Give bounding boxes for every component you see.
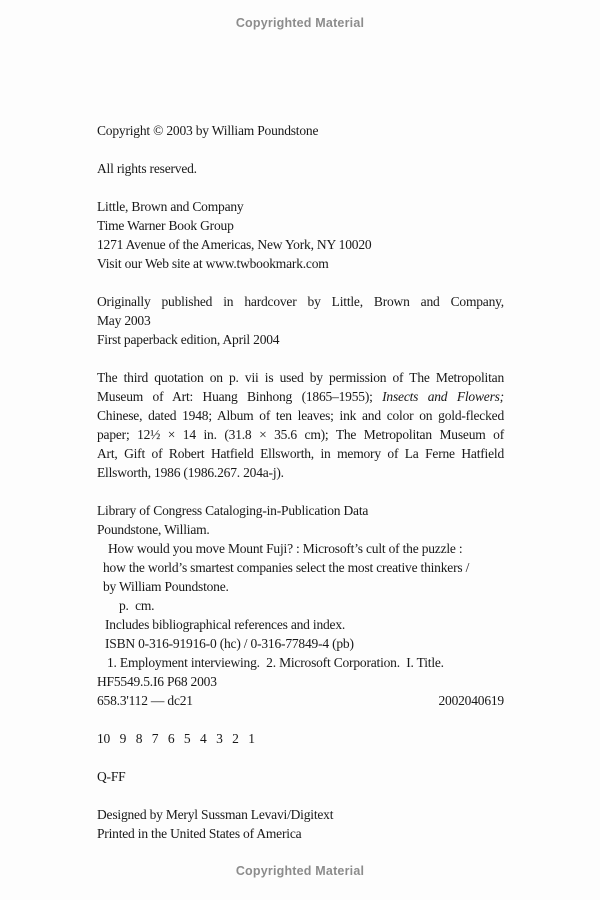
text-segment: by William Poundstone.: [103, 579, 229, 594]
permission-note: [97, 368, 504, 482]
text-segment: Ellsworth, 1986 (1986.267. 204a-j).: [97, 465, 284, 480]
text-segment: Copyright © 2003 by William Poundstone: [97, 123, 319, 138]
text-segment: Visit our Web site at www.twbookmark.com: [97, 256, 329, 271]
text-line: [97, 121, 504, 140]
text-line: [97, 767, 504, 786]
text-line: [97, 729, 504, 748]
text-segment: Library of Congress Cataloging-in-Publication Data: [97, 503, 369, 518]
printers-key: [97, 729, 504, 748]
copyrighted-material-watermark-bottom: Copyrighted Material: [235, 864, 365, 878]
production-credits: [97, 805, 504, 843]
text-segment: Includes bibliographical references and index.: [105, 617, 346, 632]
text-segment: All rights reserved.: [97, 161, 197, 176]
text-line: [97, 672, 504, 691]
rights-statement: [97, 159, 504, 178]
text-segment: 1271 Avenue of the Americas, New York, NY 10020: [97, 237, 372, 252]
text-line: [97, 615, 504, 634]
text-segment: Art, Gift of Robert Hatfield Ellsworth, in memory of La Ferne Hatfield: [97, 446, 504, 461]
text-line: [97, 311, 504, 330]
text-line: [97, 330, 504, 349]
text-segment: HF5549.5.I6 P68 2003: [97, 674, 217, 689]
text-line: [97, 539, 504, 558]
text-segment: Little, Brown and Company: [97, 199, 244, 214]
text-line: [97, 216, 504, 235]
text-segment: p. cm.: [119, 598, 155, 613]
copyright-notice: [97, 121, 504, 140]
text-line: [97, 387, 504, 406]
text-segment: Museum of Art: Huang Binhong (1865–1955);: [97, 389, 383, 404]
text-segment: Poundstone, William.: [97, 522, 210, 537]
text-line: [97, 653, 504, 672]
italic-text: Insects and Flowers;: [382, 389, 504, 404]
text-segment: 658.3'112 — dc21: [97, 693, 193, 708]
text-segment: May 2003: [97, 313, 151, 328]
text-segment: ISBN 0-316-91916-0 (hc) / 0-316-77849-4 (pb): [105, 636, 354, 651]
text-line: [97, 691, 504, 710]
text-line: [97, 197, 504, 216]
copyrighted-material-watermark-top: Copyrighted Material: [235, 16, 365, 30]
cip-data: [97, 501, 504, 710]
text-segment: Time Warner Book Group: [97, 218, 234, 233]
printing-code: [97, 767, 504, 786]
text-segment: paper; 12½ × 14 in. (31.8 × 35.6 cm); The Metropolitan Museum of: [97, 427, 504, 442]
text-line: [97, 634, 504, 653]
text-line: [97, 368, 504, 387]
text-line: [97, 824, 504, 843]
text-line: [97, 254, 504, 273]
text-line: [97, 501, 504, 520]
text-line: [97, 425, 504, 444]
text-line: [97, 235, 504, 254]
text-line: [97, 406, 504, 425]
text-segment: 10 9 8 7 6 5 4 3 2 1: [97, 731, 255, 746]
text-segment: How would you move Mount Fuji? : Microsoft’s cult of the puzzle :: [108, 541, 463, 556]
page-content: [97, 121, 504, 843]
text-line: [97, 558, 504, 577]
text-line: [97, 159, 504, 178]
text-segment: Q-FF: [97, 769, 126, 784]
text-segment: Chinese, dated 1948; Album of ten leaves; ink and color on gold-flecked: [97, 408, 504, 423]
text-line: [97, 444, 504, 463]
text-segment: Printed in the United States of America: [97, 826, 302, 841]
text-line: [97, 577, 504, 596]
text-segment: First paperback edition, April 2004: [97, 332, 280, 347]
text-segment: Originally published in hardcover by Little, Brown and Company,: [97, 294, 504, 309]
edition-history: [97, 292, 504, 349]
text-segment: The third quotation on p. vii is used by permission of The Metropolitan: [97, 370, 504, 385]
text-line: [97, 520, 504, 539]
text-segment: how the world’s smartest companies select the most creative thinkers /: [103, 560, 470, 575]
text-line: [97, 292, 504, 311]
text-segment: Designed by Meryl Sussman Levavi/Digitext: [97, 807, 334, 822]
publisher-address: [97, 197, 504, 273]
right-aligned-text: 2002040619: [438, 693, 504, 708]
text-line: [97, 463, 504, 482]
text-line: [97, 596, 504, 615]
text-segment: 1. Employment interviewing. 2. Microsoft Corporation. I. Title.: [107, 655, 444, 670]
text-line: [97, 805, 504, 824]
